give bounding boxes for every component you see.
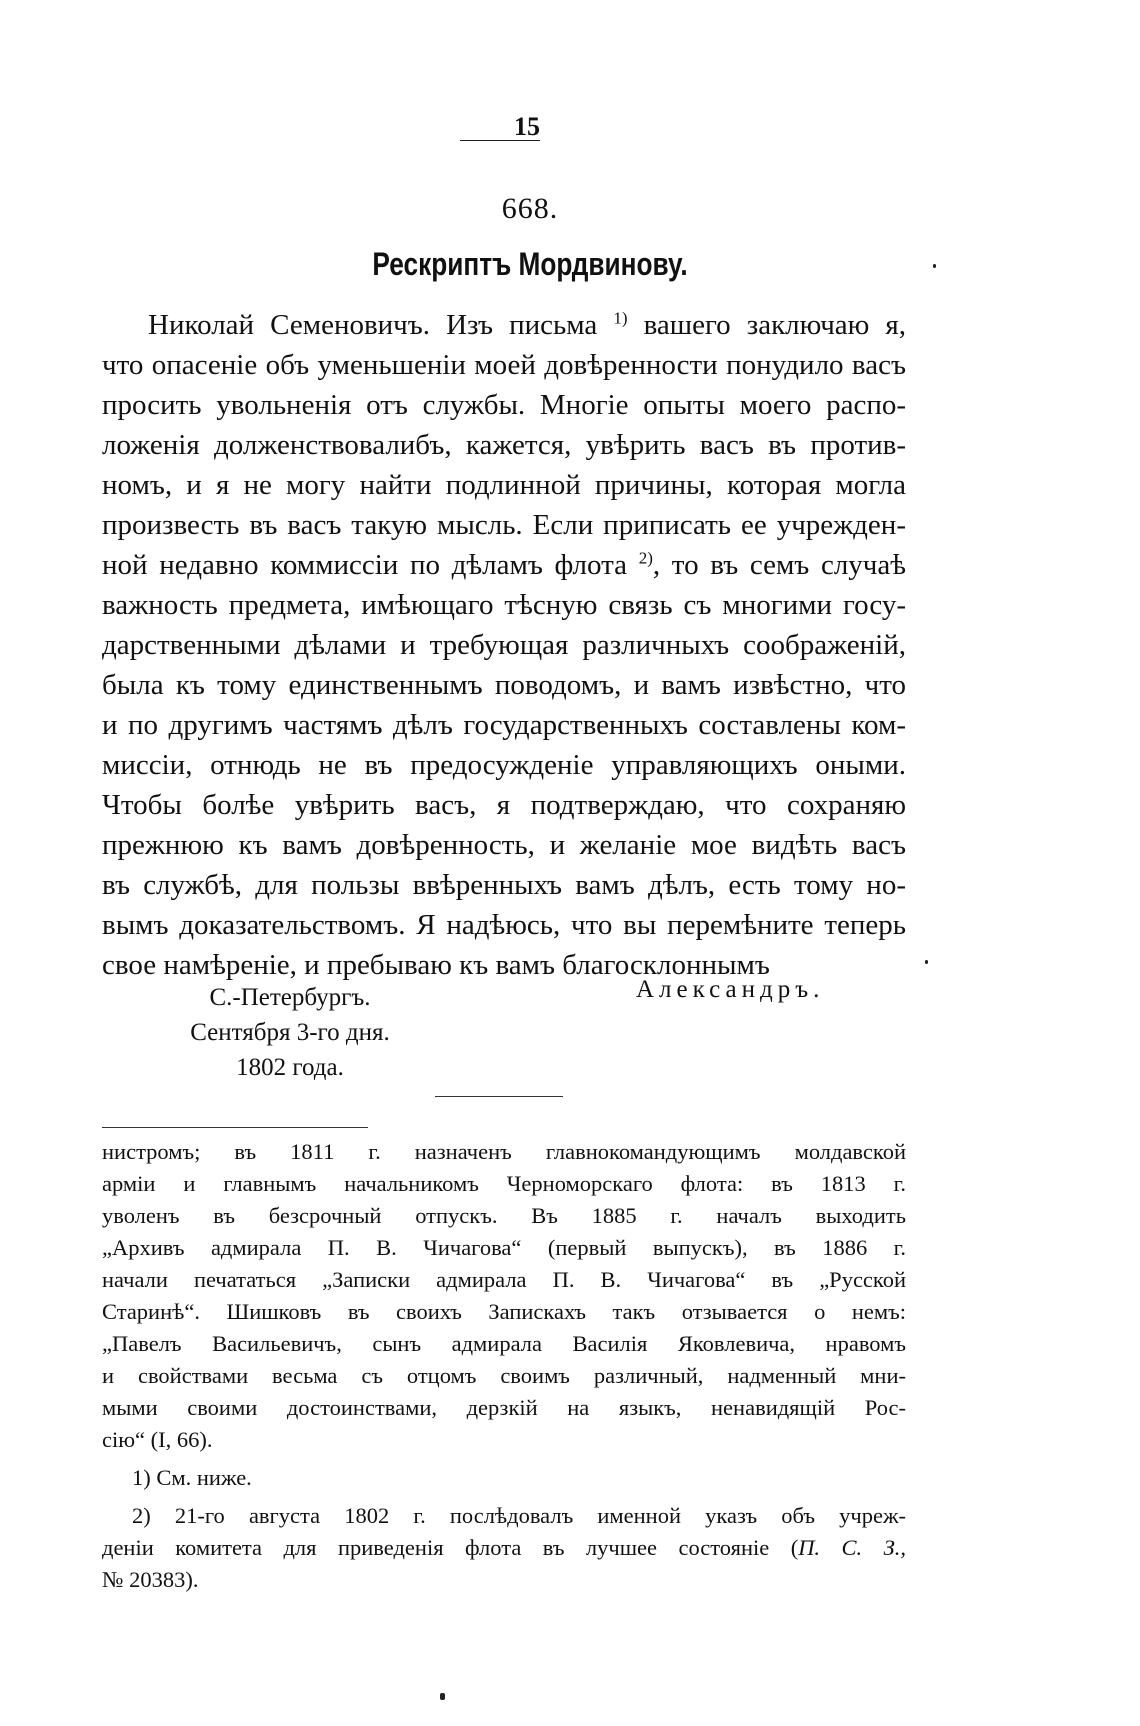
letter-line: была къ тому единственнымъ поводомъ, и вамъ извѣстно, что — [102, 669, 906, 701]
letter-line: Николай Семеновичъ. Изъ письма $^{1)}$ вашего заключаю я, — [148, 308, 906, 341]
source-citation: П. С. З., — [798, 1535, 906, 1560]
footnotes — [102, 1136, 906, 1596]
print-speck — [925, 960, 928, 964]
footnote-line: и свойствами весьма съ отцомъ своимъ различный, надменный мни- — [102, 1363, 906, 1388]
footnote-2-line: № 20383). — [102, 1567, 199, 1592]
letter-line: въ службѣ, для пользы ввѣренныхъ вамъ дѣлъ, есть тому но- — [102, 869, 906, 901]
footnote-line: „Архивъ адмирала П. В. Чичагова“ (первый выпускъ), въ 1886 г. — [102, 1235, 906, 1260]
footnote-line: „Павелъ Васильевичъ, сынъ адмирала Василія Яковлевича, нравомъ — [102, 1331, 906, 1356]
section-end-rule — [435, 1096, 563, 1097]
footnote-line: нистромъ; въ 1811 г. назначенъ главнокомандующимъ молдавской — [102, 1139, 906, 1164]
letter-line: ложенія долженствовалибъ, кажется, увѣрить васъ въ против- — [102, 429, 906, 461]
footnote-line: уволенъ въ безсрочный отпускъ. Въ 1885 г. началъ выходить — [102, 1203, 906, 1228]
document-number: 668. — [501, 192, 559, 225]
letter-line: просить увольненія отъ службы. Многіе опыты моего распо- — [102, 389, 906, 421]
letter-line: вымъ доказательствомъ. Я надѣюсь, что вы перемѣните теперь — [102, 909, 906, 941]
letter-body — [102, 305, 906, 985]
footnote-line: арміи и главнымъ начальникомъ Черноморскаго флота: въ 1813 г. — [102, 1171, 906, 1196]
print-speck — [440, 1693, 445, 1700]
footnote-separator — [102, 1127, 368, 1128]
letter-line: свое намѣреніе, и пребываю къ вамъ благосклоннымъ — [102, 949, 770, 981]
signature: Александръ. — [636, 976, 825, 1003]
letter-line: ной недавно коммиссіи по дѣламъ флота $^{2)}$, то въ семъ случаѣ — [102, 548, 906, 581]
document-title: Рескриптъ Мордвинову. — [372, 246, 688, 282]
letter-line: дарственными дѣлами и требующая различныхъ соображеній, — [102, 629, 906, 661]
letter-line: что опасеніе объ уменьшеніи моей довѣренности понудило васъ — [102, 349, 906, 381]
page-number: 15 — [514, 112, 540, 141]
letter-line: важность предмета, имѣющаго тѣсную связь съ многими госу- — [102, 589, 906, 621]
letter-line: прежнюю къ вамъ довѣренность, и желаніе мое видѣть васъ — [102, 829, 906, 861]
letter-line: Чтобы болѣе увѣрить васъ, я подтверждаю, что сохраняю — [102, 789, 906, 821]
letter-line: номъ, и я не могу найти подлинной причины, которая могла — [102, 469, 906, 501]
place-and-date — [150, 980, 430, 1085]
letter-line: произвесть въ васъ такую мысль. Если приписать ее учрежден- — [102, 509, 906, 541]
footnote-line: мыми своими достоинствами, дерзкій на языкъ, ненавидящій Рос- — [102, 1395, 906, 1420]
footnote-1: 1) См. ниже. — [132, 1465, 252, 1490]
date: Сентября 3-го дня. — [190, 1019, 390, 1046]
footnote-2-line: деніи комитета для приведенія флота въ лучшее состояніе (П. С. З., — [102, 1535, 906, 1560]
year: 1802 года. — [236, 1054, 344, 1081]
letter-line: миссіи, отнюдь не въ предосужденіе управляющихъ оными. — [102, 749, 906, 781]
footnote-line: сію“ (I, 66). — [102, 1427, 213, 1452]
footnote-2-line: 2) 21-го августа 1802 г. послѣдовалъ именной указъ объ учреж- — [132, 1503, 906, 1528]
print-speck — [933, 264, 936, 268]
footnote-ref-2[interactable]: 2) — [638, 548, 653, 568]
footnote-ref-1[interactable]: 1) — [613, 308, 628, 328]
letter-line: и по другимъ частямъ дѣлъ государственныхъ составлены ком- — [102, 709, 906, 741]
place: С.-Петербургъ. — [209, 984, 371, 1011]
page-number-rule — [460, 140, 540, 141]
footnote-line: Старинѣ“. Шишковъ въ своихъ Запискахъ такъ отзывается о немъ: — [102, 1299, 906, 1324]
footnote-line: начали печататься „Записки адмирала П. В. Чичагова“ въ „Русской — [102, 1267, 906, 1292]
